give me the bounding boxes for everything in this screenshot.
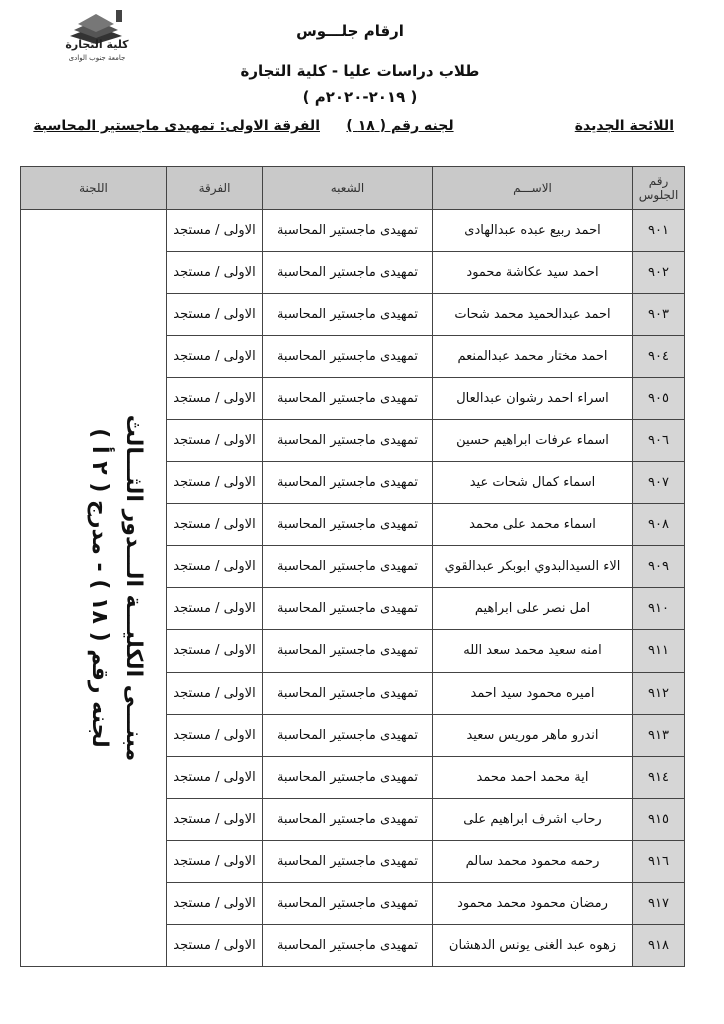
student-name-cell: اسماء عرفات ابراهيم حسين [433,420,633,462]
level-cell: الاولى / مستجد [167,630,263,672]
student-name-cell: رحمه محمود محمد سالم [433,840,633,882]
student-name-cell: احمد مختار محمد عبدالمنعم [433,336,633,378]
level-cell: الاولى / مستجد [167,420,263,462]
column-header-seat: رقم الجلوس [633,167,685,210]
division-cell: تمهيدى ماجستير المحاسبة [263,756,433,798]
table-header-row [21,167,685,210]
division-cell: تمهيدى ماجستير المحاسبة [263,462,433,504]
level-cell: الاولى / مستجد [167,336,263,378]
student-name-cell: اسماء كمال شحات عيد [433,462,633,504]
student-name-cell: رمضان محمود محمد محمود [433,882,633,924]
student-name-cell: زهوه عبد الغنى يونس الدهشان [433,924,633,966]
seat-number-cell: ٩٠٧ [633,462,685,504]
level-cell: الاولى / مستجد [167,210,263,252]
column-header-division: الشعبه [263,167,433,210]
seat-number-cell: ٩١٥ [633,798,685,840]
seat-number-cell: ٩١٦ [633,840,685,882]
level-cell: الاولى / مستجد [167,294,263,336]
logo-college-name: كلية التجارة [65,38,129,51]
academic-year: ( ٢٠١٩-٢٠٢٠م ) [302,88,418,106]
student-name-cell: اسراء احمد رشوان عبدالعال [433,378,633,420]
seat-number-cell: ٩١٢ [633,672,685,714]
regulation-label: اللائحة الجديدة [574,118,674,134]
division-cell: تمهيدى ماجستير المحاسبة [263,798,433,840]
page-subtitle: طلاب دراسات عليا - كلية التجارة [240,62,480,80]
student-name-cell: احمد عبدالحميد محمد شحات [433,294,633,336]
column-header-name: الاســـم [433,167,633,210]
column-header-committee: اللجنة [21,167,167,210]
division-cell: تمهيدى ماجستير المحاسبة [263,672,433,714]
student-name-cell: امل نصر على ابراهيم [433,588,633,630]
level-cell: الاولى / مستجد [167,924,263,966]
level-cell: الاولى / مستجد [167,882,263,924]
student-name-cell: اية محمد احمد محمد [433,756,633,798]
seat-number-cell: ٩١١ [633,630,685,672]
level-cell: الاولى / مستجد [167,756,263,798]
column-header-level: الفرقة [167,167,263,210]
division-cell: تمهيدى ماجستير المحاسبة [263,840,433,882]
student-name-cell: اميره محمود سيد احمد [433,672,633,714]
level-cell: الاولى / مستجد [167,672,263,714]
seat-number-cell: ٩٠٥ [633,378,685,420]
student-name-cell: احمد سيد عكاشة محمود [433,252,633,294]
seat-number-cell: ٩٠٢ [633,252,685,294]
committee-building-text: مبنـــى الكليـــة الـــدور الثـــالث [121,414,146,762]
committee-number: لجنه رقم ( ١٨ ) [346,118,454,134]
seat-number-cell: ٩١٣ [633,714,685,756]
division-cell: تمهيدى ماجستير المحاسبة [263,588,433,630]
division-cell: تمهيدى ماجستير المحاسبة [263,210,433,252]
level-cell: الاولى / مستجد [167,714,263,756]
level-cell: الاولى / مستجد [167,462,263,504]
student-name-cell: رحاب اشرف ابراهيم على [433,798,633,840]
division-cell: تمهيدى ماجستير المحاسبة [263,294,433,336]
seat-number-cell: ٩٠٨ [633,504,685,546]
division-cell: تمهيدى ماجستير المحاسبة [263,546,433,588]
division-cell: تمهيدى ماجستير المحاسبة [263,420,433,462]
division-cell: تمهيدى ماجستير المحاسبة [263,924,433,966]
student-name-cell: الاء السيدالبدوي ابوبكر عبدالقوي [433,546,633,588]
division-cell: تمهيدى ماجستير المحاسبة [263,252,433,294]
student-name-cell: امنه سعيد محمد سعد الله [433,630,633,672]
student-name-cell: اسماء محمد على محمد [433,504,633,546]
division-cell: تمهيدى ماجستير المحاسبة [263,336,433,378]
committee-cell [21,210,167,967]
page-title: ارقام جلـــوس [296,22,404,40]
seat-number-cell: ٩٠٤ [633,336,685,378]
division-cell: تمهيدى ماجستير المحاسبة [263,714,433,756]
division-cell: تمهيدى ماجستير المحاسبة [263,882,433,924]
table-row [21,210,685,252]
seat-number-cell: ٩٠٩ [633,546,685,588]
level-cell: الاولى / مستجد [167,252,263,294]
student-name-cell: اندرو ماهر موريس سعيد [433,714,633,756]
level-program: الفرقة الاولى: تمهيدى ماجستير المحاسبة [33,118,320,134]
student-name-cell: احمد ربيع عبده عبدالهادى [433,210,633,252]
seat-number-cell: ٩١٨ [633,924,685,966]
seat-number-cell: ٩٠١ [633,210,685,252]
level-cell: الاولى / مستجد [167,840,263,882]
level-cell: الاولى / مستجد [167,504,263,546]
division-cell: تمهيدى ماجستير المحاسبة [263,630,433,672]
seat-number-cell: ٩١٠ [633,588,685,630]
seat-number-cell: ٩١٤ [633,756,685,798]
division-cell: تمهيدى ماجستير المحاسبة [263,504,433,546]
seat-number-cell: ٩٠٣ [633,294,685,336]
seat-number-cell: ٩٠٦ [633,420,685,462]
division-cell: تمهيدى ماجستير المحاسبة [263,378,433,420]
level-cell: الاولى / مستجد [167,588,263,630]
seat-numbers-table [20,166,685,967]
level-cell: الاولى / مستجد [167,798,263,840]
level-cell: الاولى / مستجد [167,378,263,420]
logo-university-name: جامعة جنوب الوادى [68,54,126,62]
level-cell: الاولى / مستجد [167,546,263,588]
seat-number-cell: ٩١٧ [633,882,685,924]
committee-hall-text: لجنه رقم ( ١٨ ) - مدرج ( ٢ أ ) [87,428,112,748]
